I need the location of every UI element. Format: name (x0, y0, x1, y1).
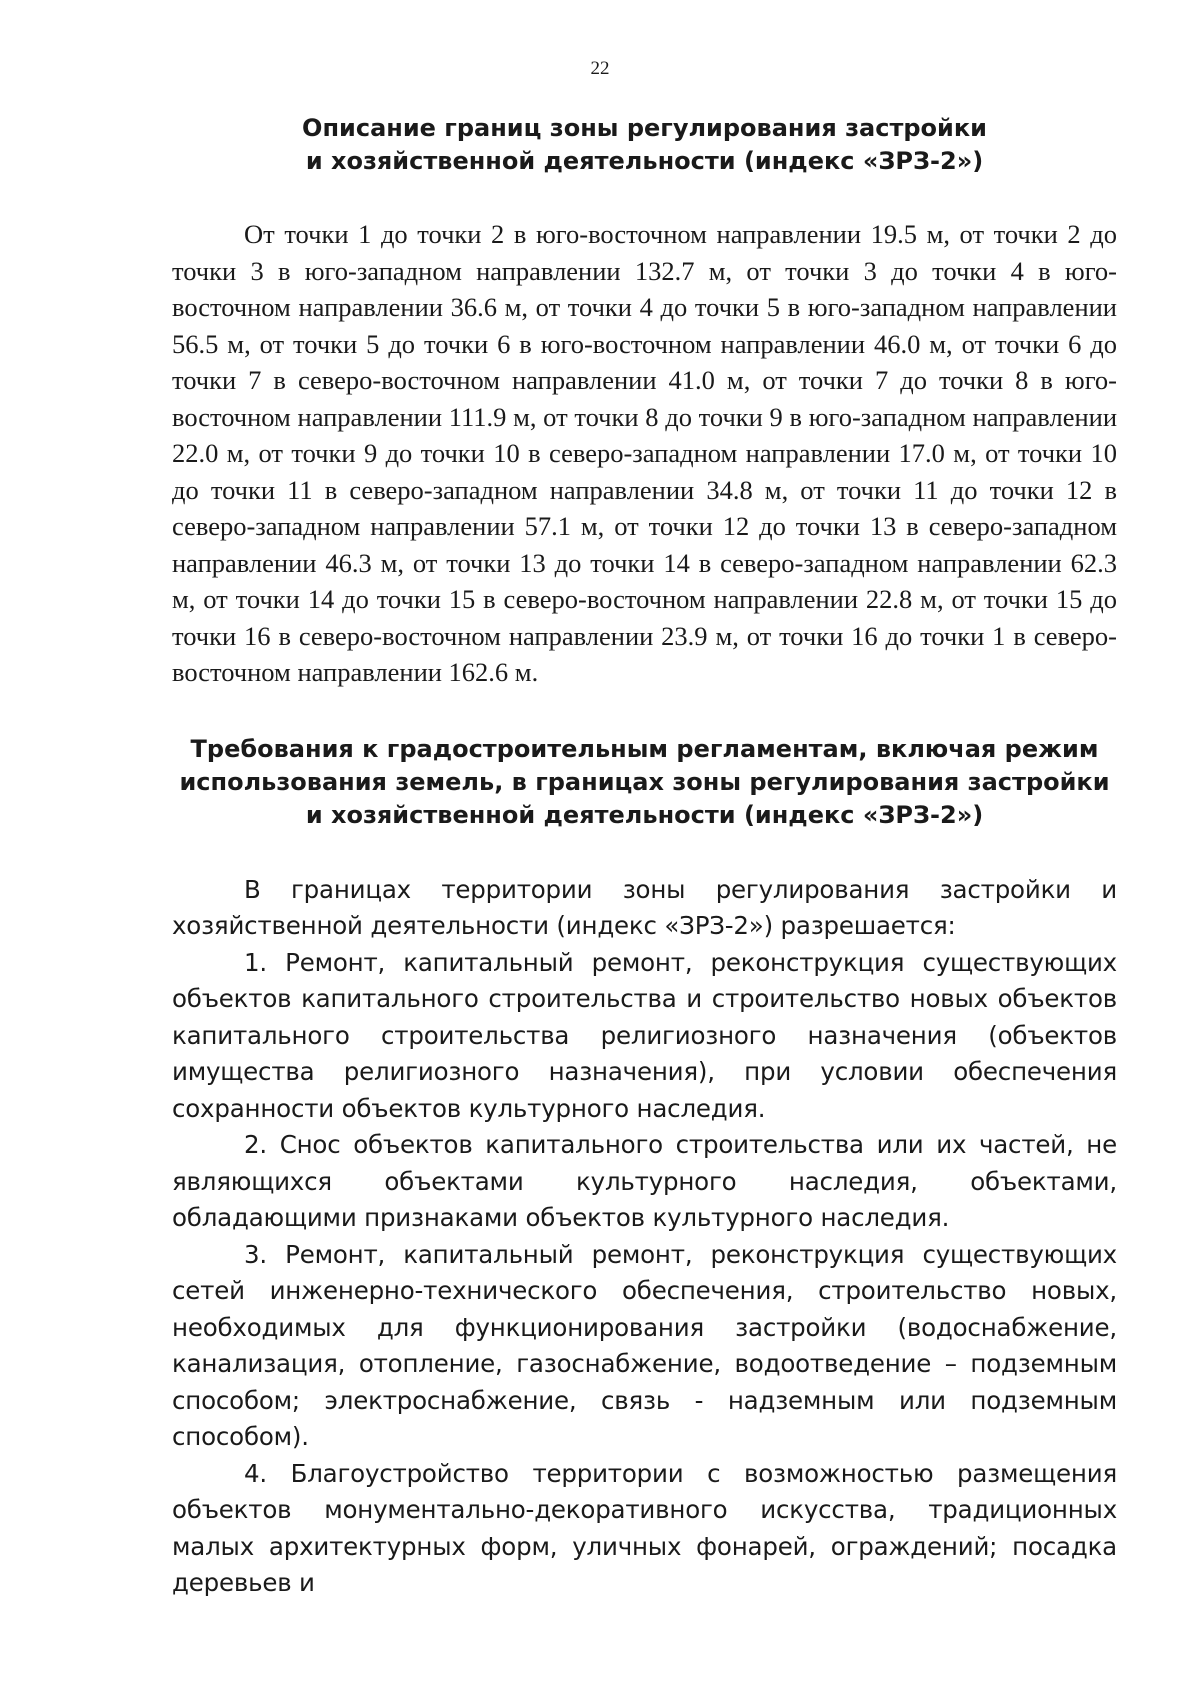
list-item: 2. Снос объектов капитального строительства или их частей, не являющихся объектами культурного наследия, объектами, обладающими признаками объектов культурного наследия. (172, 1130, 1117, 1232)
page-content (172, 112, 1117, 1602)
section-2-heading-line-3: и хозяйственной деятельности (индекс «ЗРЗ-2») (305, 800, 984, 829)
list-item: 4. Благоустройство территории с возможностью размещения объектов монументально-декоративного искусства, традиционных малых архитектурных форм, уличных фонарей, ограждений; посадка деревьев и (172, 1458, 1117, 1597)
boundary-description-paragraph: От точки 1 до точки 2 в юго-восточном направлении 19.5 м, от точки 2 до точки 3 в юго-западном направлении 132.7 м, от точки 3 до точки 4 в юго-восточном направлении 36.6 м, от точки 4 до точки 5 в юго-западном направлении 56.5 м, от точки 5 до точки 6 в юго-восточном направлении 46.0 м, от точки 6 до точки 7 в северо-восточном направлении 41.0 м, от точки 7 до точки 8 в юго-восточном направлении 111.9 м, от точки 8 до точки 9 в юго-западном направлении 22.0 м, от точки 9 до точки 10 в северо-западном направлении 17.0 м, от точки 10 до точки 11 в северо-западном направлении 34.8 м, от точки 11 до точки 12 в северо-западном направлении 57.1 м, от точки 12 до точки 13 в северо-западном направлении 46.3 м, от точки 13 до точки 14 в северо-западном направлении 62.3 м, от точки 14 до точки 15 в северо-восточном направлении 22.8 м, от точки 15 до точки 16 в северо-восточном направлении 23.9 м, от точки 16 до точки 1 в северо-восточном направлении 162.6 м. (172, 219, 1117, 687)
section-2-heading-line-2: использования земель, в границах зоны регулирования застройки (179, 767, 1110, 796)
section-1-heading-line-2: и хозяйственной деятельности (индекс «ЗРЗ-2») (305, 147, 984, 175)
section-2-heading-line-1: Требования к градостроительным регламентам, включая режим (190, 734, 1099, 763)
list-item: 1. Ремонт, капитальный ремонт, реконструкция существующих объектов капитального строительства и строительство новых объектов капитального строительства религиозного назначения (объектов имущества религиозного назначения), при условии обеспечения сохранности объектов культурного наследия. (172, 947, 1117, 1123)
page-number: 22 (590, 58, 610, 79)
section-2-heading (172, 733, 1117, 832)
list-item: 3. Ремонт, капитальный ремонт, реконструкция существующих сетей инженерно-технического обеспечения, строительство новых, необходимых для функционирования застройки (водоснабжение, канализация, отопление, газоснабжение, водоотведение – подземным способом; электроснабжение, связь - надземным или подземным способом). (172, 1239, 1117, 1451)
section-1-heading-line-1: Описание границ зоны регулирования застройки (302, 114, 987, 142)
requirements-intro-paragraph: В границах территории зоны регулирования застройки и хозяйственной деятельности (индекс «ЗРЗ-2») разрешается: (172, 874, 1117, 940)
section-1-heading (172, 112, 1117, 178)
